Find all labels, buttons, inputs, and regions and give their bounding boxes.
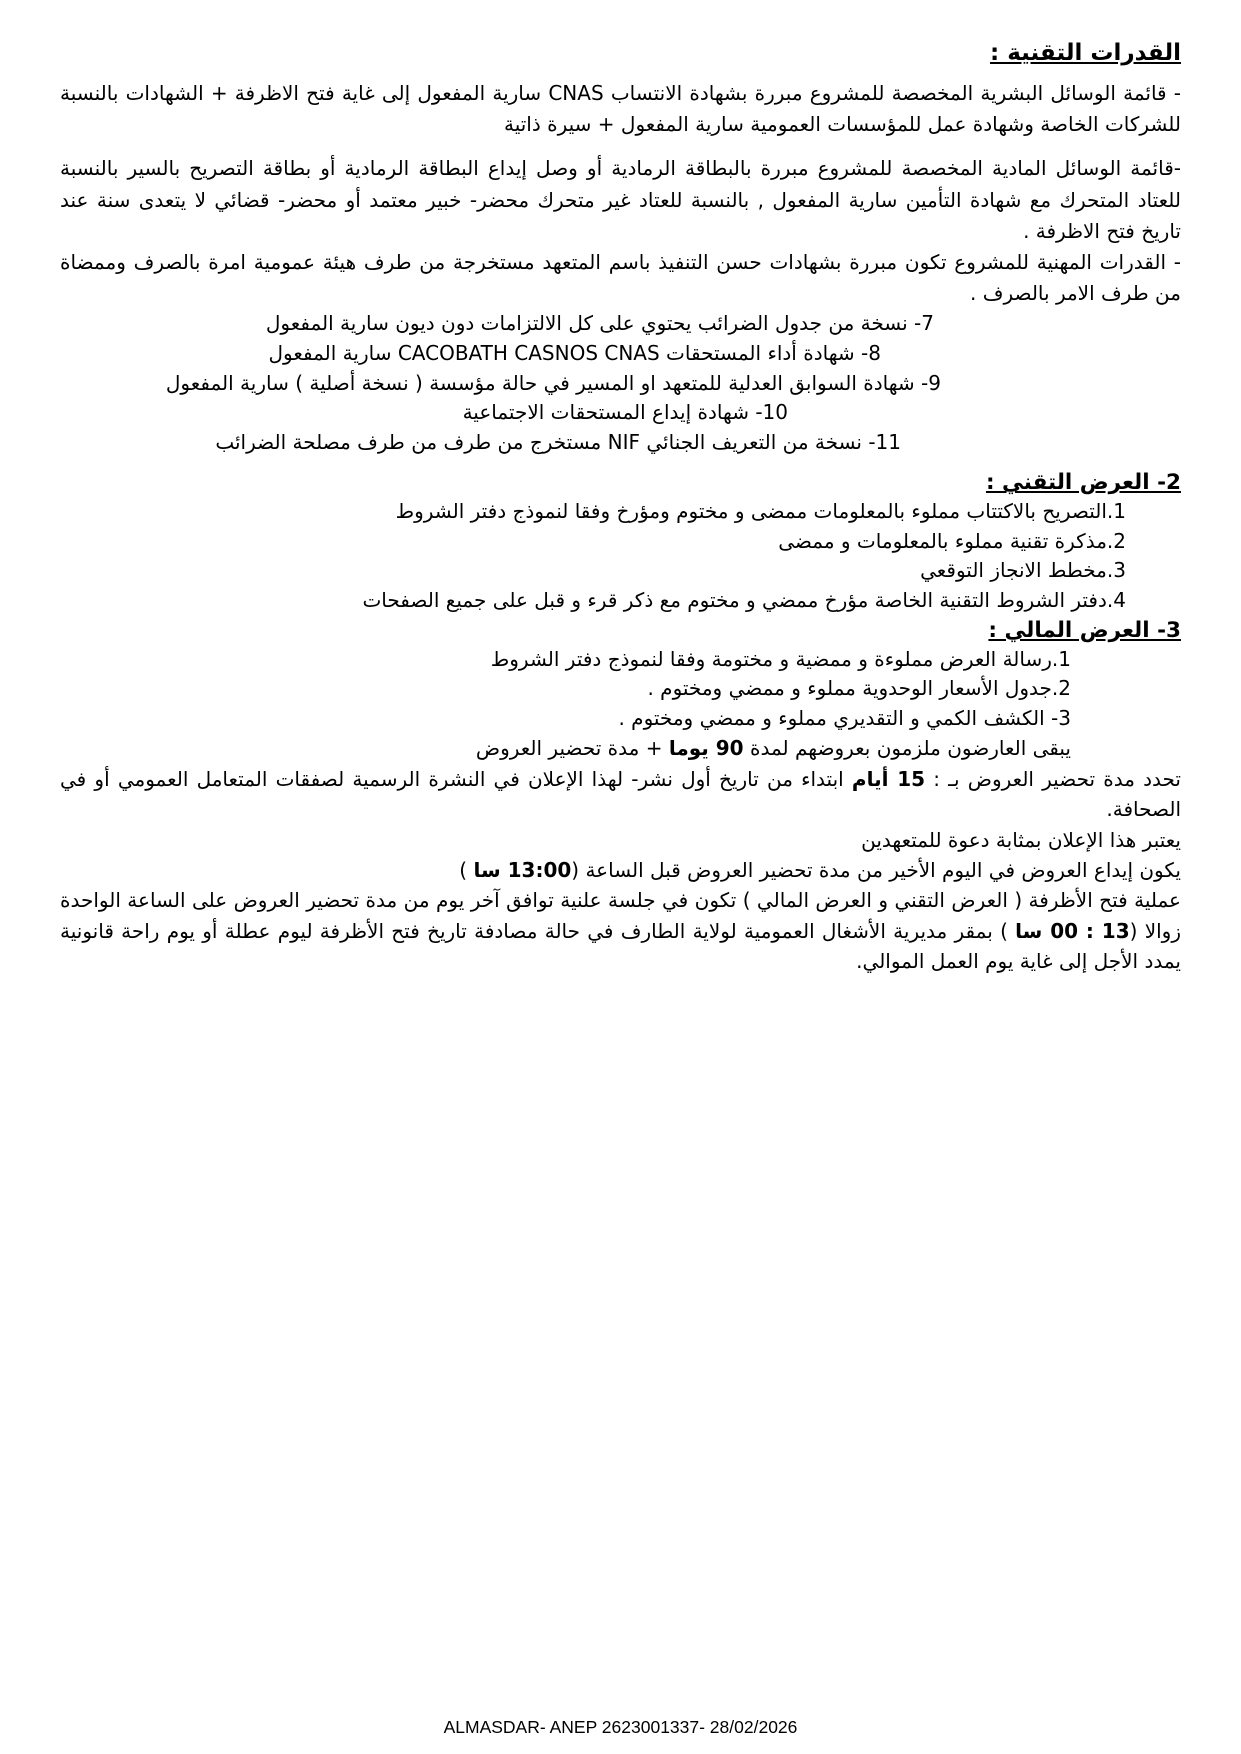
technical-offer-item: 1.التصريح بالاكتتاب مملوء بالمعلومات ممضى و مختوم ومؤرخ وفقا لنموذج دفتر الشروط [395, 499, 1126, 524]
envelope-opening-text: عملية فتح الأظرفة ( العرض التقني و العرض المالي ) تكون في جلسة علنية توافق آخر يوم من مدة تحضير العروض على الساعة الواحدة زوالا ( [60, 888, 1181, 943]
professional-capacities-paragraph: - القدرات المهنية للمشروع تكون مبررة بشهادات حسن التنفيذ باسم المتعهد مستخرجة من طرف هيئة عمومية امرة بالصرف وممضاة من طرف الامر بالصرف . [60, 249, 1181, 306]
offer-validity-suffix: + مدة تحضير العروض [475, 736, 669, 761]
financial-offer-heading: 3- العرض المالي : [988, 617, 1181, 643]
financial-offer-item: 2.جدول الأسعار الوحدوية مملوء و ممضي ومختوم . [647, 676, 1071, 701]
offer-validity-duration: 90 يوما [668, 736, 744, 761]
certificate-item: 10- شهادة إيداع المستحقات الاجتماعية [462, 400, 788, 425]
technical-offer-item: 3.مخطط الانجاز التوقعي [920, 558, 1126, 583]
technical-offer-item: 4.دفتر الشروط التقنية الخاصة مؤرخ ممضي و مختوم مع ذكر قرء و قبل على جميع الصفحات [362, 588, 1126, 613]
preparation-period-suffix: ابتداء من تاريخ أول نشر- لهذا الإعلان في النشرة الرسمية لصفقات المتعامل العمومي أو في الصحافة. [60, 766, 1181, 822]
footer-reference: ALMASDAR- ANEP 2623001337- 28/02/2026 [443, 1717, 798, 1737]
technical-offer-list [60, 497, 1181, 615]
financial-offer-item: 3- الكشف الكمي و التقديري مملوء و ممضي ومختوم . [618, 705, 1071, 730]
human-resources-paragraph: - قائمة الوسائل البشرية المخصصة للمشروع مبررة بشهادة الانتساب CNAS سارية المفعول إلى غاية فتح الاظرفة + الشهادات بالنسبة للشركات الخاصة وشهادة عمل للمؤسسات العمومية سارية المفعول + سيرة ذاتية [60, 81, 1181, 137]
certificate-item: 7- نسخة من جدول الضرائب يحتوي على كل الالتزامات دون ديون سارية المفعول [265, 311, 934, 336]
technical-offer-item: 2.مذكرة تقنية مملوء بالمعلومات و ممضى [778, 528, 1126, 553]
financial-offer-list [60, 645, 1181, 734]
certificates-list [60, 309, 1181, 457]
certificate-item: 8- شهادة أداء المستحقات CACOBATH CASNOS CNAS سارية المفعول [268, 340, 881, 365]
deposit-deadline-text: يكون إيداع العروض في اليوم الأخير من مدة تحضير العروض قبل الساعة ( [571, 858, 1181, 882]
financial-offer-item: 1.رسالة العرض مملوءة و ممضية و مختومة وفقا لنموذج دفتر الشروط [490, 646, 1071, 671]
envelope-opening-suffix: ) بمقر مديرية الأشغال العمومية لولاية الطارف في حالة مصادفة تاريخ فتح الأظرفة ليوم عطلة أو يوم راحة قانونية يمدد الأجل إلى غاية يوم العمل الموالي. [60, 918, 1181, 974]
technical-offer-heading: 2- العرض التقني : [985, 470, 1181, 496]
preparation-period-text: تحدد مدة تحضير العروض بـ : [925, 766, 1181, 791]
envelope-opening-time: 13 : 00 سا [1015, 918, 1130, 943]
material-resources-paragraph: -قائمة الوسائل المادية المخصصة للمشروع مبررة بالبطاقة الرمادية أو وصل إيداع البطاقة الرمادية أو بطاقة التصريح بالسير بالنسبة للعتاد المتحرك مع شهادة التأمين سارية المفعول , بالنسبة للعتاد غير متحرك محضر- خبير معتمد أو محضر- قضائي لا يتعدى سنة عند تاريخ فتح الاظرفة . [60, 156, 1181, 243]
deposit-deadline-note [60, 855, 1181, 885]
page-title: القدرات التقنية : [990, 40, 1181, 66]
certificate-item: 11- نسخة من التعريف الجنائي NIF مستخرج من طرف من طرف مصلحة الضرائب [215, 429, 901, 454]
certificate-item: 9- شهادة السوابق العدلية للمتعهد او المسير في حالة مؤسسة ( نسخة أصلية ) سارية المفعول [165, 370, 941, 395]
invitation-note: يعتبر هذا الإعلان بمثابة دعوة للمتعهدين [861, 827, 1181, 852]
offer-validity-text: يبقى العارضون ملزمون بعروضهم لمدة [743, 736, 1071, 761]
offer-validity-note [60, 733, 1181, 763]
preparation-period-duration: 15 أيام [851, 766, 926, 791]
deposit-deadline-time: 13:00 سا [473, 858, 572, 882]
envelope-opening-note [60, 885, 1181, 976]
preparation-period-note [60, 764, 1181, 825]
deposit-deadline-suffix: ) [459, 858, 474, 882]
